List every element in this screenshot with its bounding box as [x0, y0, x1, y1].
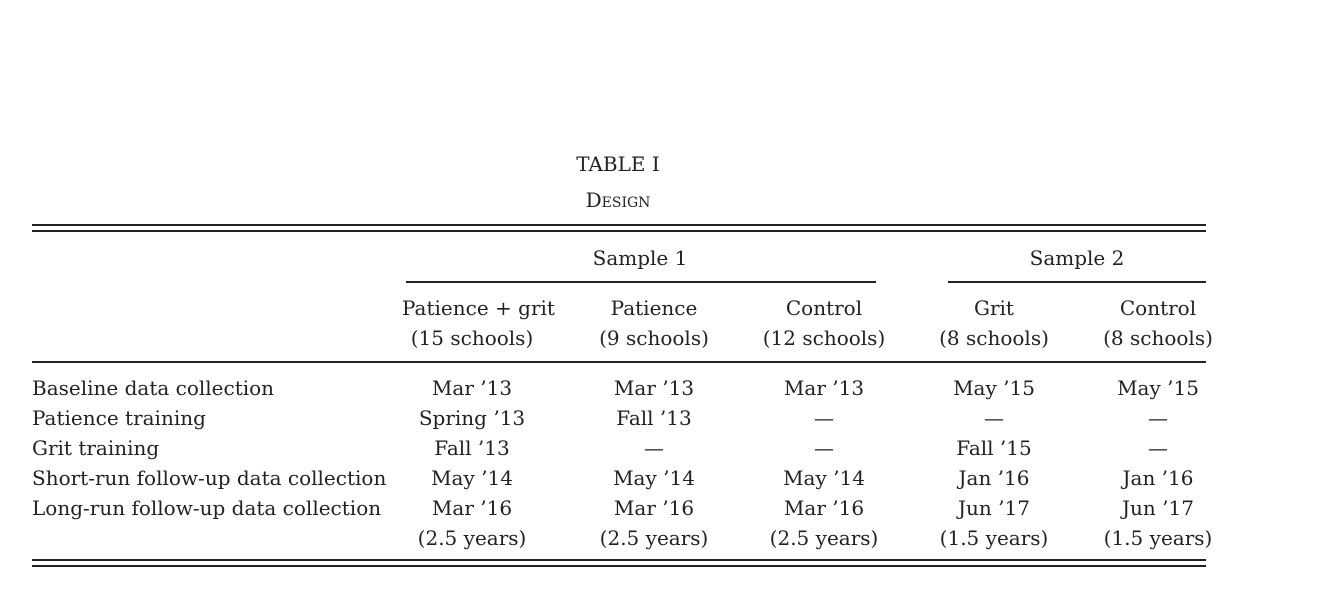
table-cell: May ’15: [953, 376, 1035, 400]
table-cell: Fall ’13: [616, 406, 692, 430]
table-cell: Mar ’16: [783, 496, 865, 520]
table-cell: May ’14: [613, 466, 695, 490]
bottom-rule-2: [32, 565, 1206, 567]
group-header-sample-2: Sample 2: [1029, 246, 1125, 270]
duration-cell: (1.5 years): [939, 526, 1049, 550]
table-cell: Mar ’13: [613, 376, 695, 400]
table-cell: May ’14: [783, 466, 865, 490]
table-cell: —: [1148, 436, 1168, 460]
table-cell: Mar ’13: [431, 376, 513, 400]
duration-cell: (2.5 years): [769, 526, 879, 550]
table-cell: Fall ’15: [956, 436, 1032, 460]
table-cell: —: [814, 406, 834, 430]
column-header-count: (12 schools): [762, 326, 886, 350]
column-header-name: Control: [785, 296, 863, 320]
row-label: Baseline data collection: [32, 376, 275, 400]
table-cell: Jan ’16: [958, 466, 1030, 490]
header-rule: [32, 361, 1206, 363]
group-underline-sample-1: [406, 281, 876, 283]
column-header-name: Grit: [974, 296, 1014, 320]
group-header-sample-1: Sample 1: [592, 246, 688, 270]
table-cell: Jan ’16: [1122, 466, 1194, 490]
column-header-count: (9 schools): [599, 326, 709, 350]
table-cell: —: [644, 436, 664, 460]
table-cell: Spring ’13: [418, 406, 526, 430]
column-header-name: Patience: [610, 296, 698, 320]
table-cell: —: [814, 436, 834, 460]
top-rule-1: [32, 224, 1206, 226]
table-number: TABLE I: [576, 152, 660, 176]
column-header-count: (15 schools): [410, 326, 534, 350]
column-header-name: Control: [1119, 296, 1197, 320]
table-cell: Jun ’17: [958, 496, 1030, 520]
table-cell: —: [1148, 406, 1168, 430]
table-title: Design: [585, 188, 651, 212]
table-cell: Fall ’13: [434, 436, 510, 460]
table-cell: —: [984, 406, 1004, 430]
group-underline-sample-2: [948, 281, 1206, 283]
table-cell: Mar ’13: [783, 376, 865, 400]
row-label: Patience training: [32, 406, 206, 430]
table-cell: Mar ’16: [431, 496, 513, 520]
column-header-count: (8 schools): [939, 326, 1049, 350]
top-rule-2: [32, 230, 1206, 232]
column-header-name: Patience + grit: [402, 296, 555, 320]
table-cell: Mar ’16: [613, 496, 695, 520]
row-label: Grit training: [32, 436, 160, 460]
row-label: Long-run follow-up data collection: [32, 496, 382, 520]
row-label: Short-run follow-up data collection: [32, 466, 387, 490]
bottom-rule-1: [32, 559, 1206, 561]
table-cell: Jun ’17: [1122, 496, 1194, 520]
table-cell: May ’15: [1117, 376, 1199, 400]
table-cell: May ’14: [431, 466, 513, 490]
column-header-count: (8 schools): [1103, 326, 1213, 350]
duration-cell: (1.5 years): [1103, 526, 1213, 550]
duration-cell: (2.5 years): [417, 526, 527, 550]
duration-cell: (2.5 years): [599, 526, 709, 550]
